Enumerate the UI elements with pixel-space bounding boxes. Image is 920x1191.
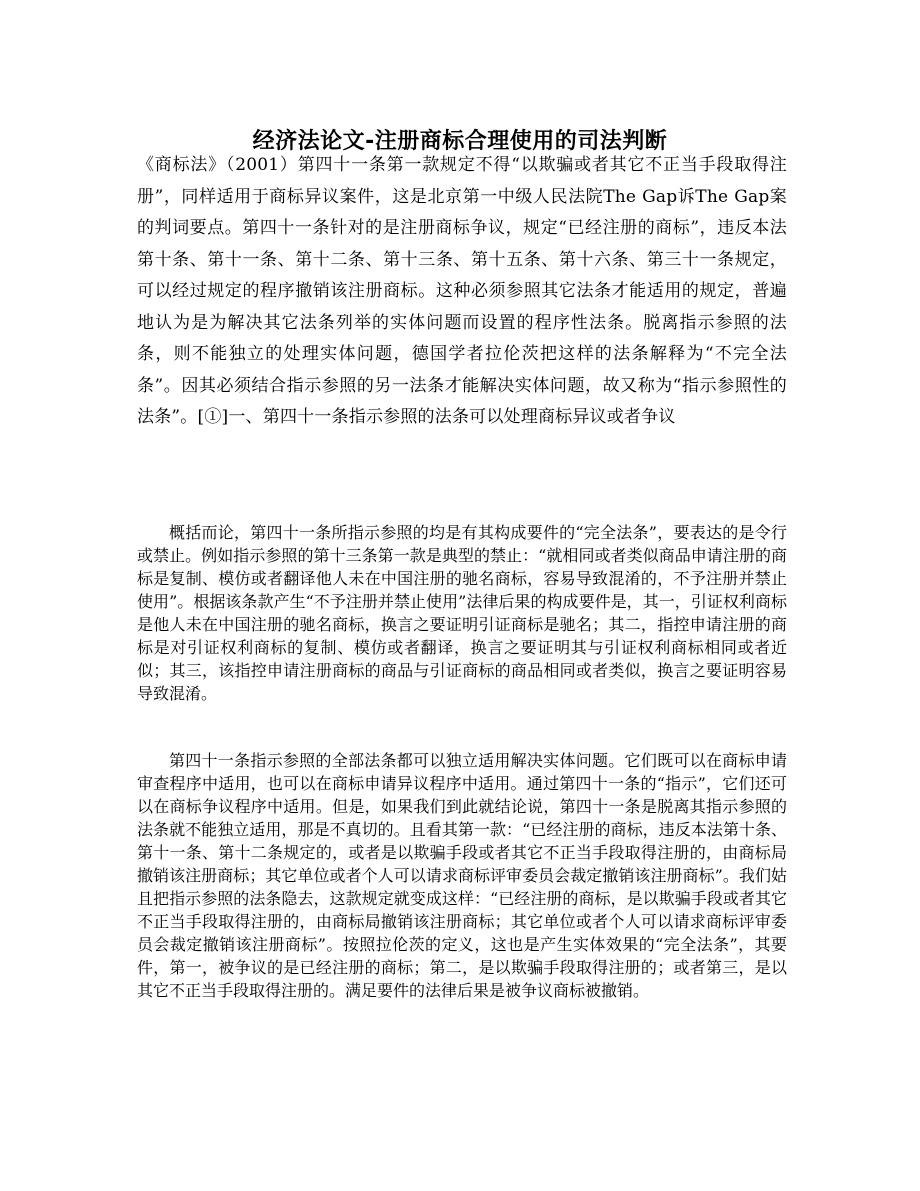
- paragraph-2: 概括而论，第四十一条所指示参照的均是有其构成要件的“完全法条”，要表达的是令行或禁止。例如指示参照的第十三条第一款是典型的禁止：“就相同或者类似商品申请注册的商标是复制、模仿或者翻译他人未在中国注册的驰名商标，容易导致混淆的，不予注册并禁止使用”。根据该条款产生“不予注册并禁止使用”法律后果的构成要件是，其一，引证权利商标是他人未在中国注册的驰名商标，换言之要证明引证商标是驰名；其二，指控申请注册的商标是对引证权利商标的复制、模仿或者翻译，换言之要证明其与引证权利商标相同或者近似；其三，该指控申请注册商标的商品与引证商标的商品相同或者类似，换言之要证明容易导致混淆。: [137, 523, 787, 703]
- paragraph-3: 第四十一条指示参照的全部法条都可以独立适用解决实体问题。它们既可以在商标申请审查程序中适用，也可以在商标申请异议程序中适用。通过第四十一条的“指示”，它们还可以在商标争议程序中适用。但是，如果我们到此就结论说，第四十一条是脱离其指示参照的法条就不能独立适用，那是不真切的。且看其第一款：“已经注册的商标，违反本法第十条、第十一条、第十二条规定的，或者是以欺骗手段或者其它不正当手段取得注册的，由商标局撤销该注册商标；其它单位或者个人可以请求商标评审委员会裁定撤销该注册商标”。我们姑且把指示参照的法条隐去，这款规定就变成这样：“已经注册的商标，是以欺骗手段或者其它不正当手段取得注册的，由商标局撤销该注册商标；其它单位或者个人可以请求商标评审委员会裁定撤销该注册商标”。按照拉伦茨的定义，这也是产生实体效果的“完全法条”，其要件，第一，被争议的是已经注册的商标；第二，是以欺骗手段取得注册的；或者第三，是以其它不正当手段取得注册的。满足要件的法律后果是被争议商标被撤销。: [137, 751, 787, 1000]
- paragraph-1: 《商标法》（2001）第四十一条第一款规定不得“以欺骗或者其它不正当手段取得注册”，同样适用于商标异议案件，这是北京第一中级人民法院The Gap诉The Gap案的判词要点。第四十一条针对的是注册商标争议，规定“已经注册的商标”，违反本法第十条、第十一条、第十二条、第十三条、第十五条、第十六条、第三十一条规定，可以经过规定的程序撤销该注册商标。这种必须参照其它法条才能适用的规定，普遍地认为是为解决其它法条列举的实体问题而设置的程序性法条。脱离指示参照的法条，则不能独立的处理实体问题，德国学者拉伦茨把这样的法条解释为“不完全法条”。因其必须结合指示参照的另一法条才能解决实体问题，故又称为“指示参照性的法条”。[①]一、第四十一条指示参照的法条可以处理商标异议或者争议: [137, 155, 787, 427]
- document-title: 经济法论文-注册商标合理使用的司法判断: [252, 128, 668, 154]
